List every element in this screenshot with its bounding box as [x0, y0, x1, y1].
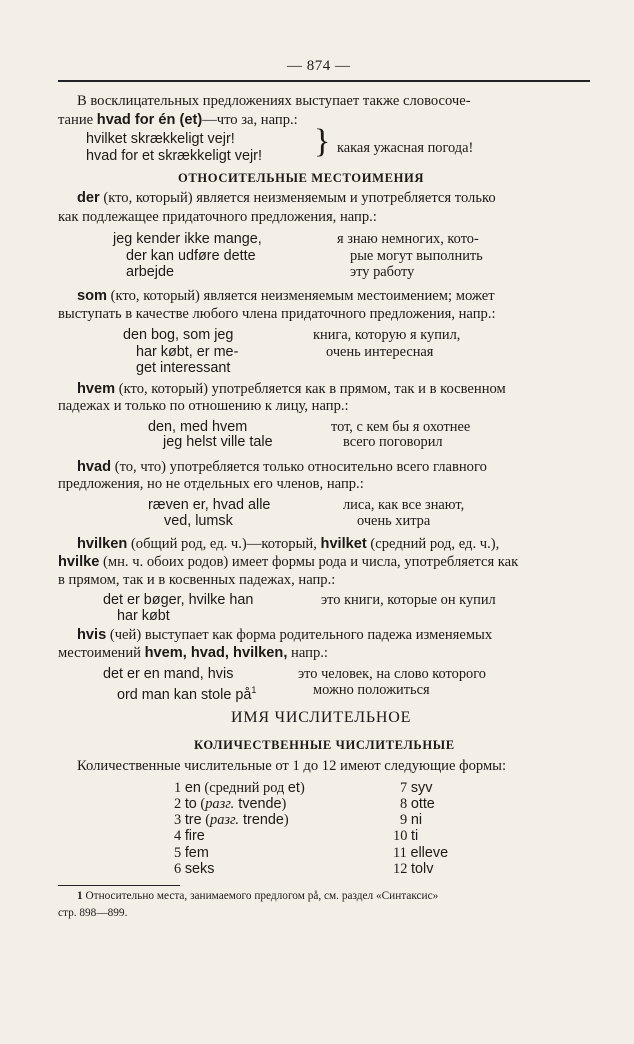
- page-number: — 874 —: [287, 58, 351, 74]
- numeral-5: 5 fem: [174, 845, 209, 861]
- footnote-line-1: 1 Относительно места, занимаемого предлогом på, см. раздел «Синтаксис»: [77, 890, 439, 902]
- hvilken-line-3: в прямом, так и в косвенных падежах, напр.:: [58, 572, 336, 588]
- hvad-example-ru-2: очень хитра: [357, 513, 431, 529]
- numeral-6: 6 seks: [174, 861, 215, 877]
- term-hvilken: hvilken: [77, 536, 128, 552]
- hvis-example-da-2: ord man kan stole $på^1$: [117, 685, 257, 703]
- som-example-ru-1: книга, которую я купил,: [313, 327, 461, 343]
- footnote-marker: 1: [251, 685, 257, 695]
- term-der: der: [77, 190, 100, 206]
- intro-line-2: тание hvad for én (et)—что за, напр.:: [58, 112, 298, 128]
- term-hvilket: hvilket: [320, 536, 367, 552]
- der-example-ru-3: эту работу: [350, 264, 415, 280]
- hvis-example-ru-1: это человек, на слово которого: [298, 666, 486, 682]
- som-example-da-1: den bog, som jeg: [123, 327, 234, 343]
- footnote-line-2: стр. 898—899.: [58, 907, 128, 919]
- term-hvem: hvem: [77, 381, 116, 397]
- hvilken-example-da-1: det er bøger, hvilke han: [103, 592, 254, 608]
- hvad-example-da-1: ræven er, hvad alle: [148, 497, 271, 513]
- numeral-10: 10 ti: [393, 828, 419, 844]
- hvem-line-2: падежах и только по отношению к лицу, напр.:: [58, 398, 349, 414]
- hvad-example-ru-1: лиса, как все знают,: [343, 497, 465, 513]
- numeral-12: 12 tolv: [393, 861, 434, 877]
- numeral-8: 8 otte: [400, 796, 435, 812]
- term-hvilke: hvilke: [58, 554, 100, 570]
- numeral-4: 4 fire: [174, 828, 205, 844]
- numeral-7: 7 syv: [400, 780, 433, 796]
- der-example-da-3: arbejde: [126, 264, 175, 280]
- hvilken-line-1: hvilken (общий род, ед. ч.)—который, hvilket (средний род, ед. ч.),: [77, 536, 500, 552]
- term-som: som: [77, 288, 108, 304]
- numerals-intro: Количественные числительные от 1 до 12 имеют следующие формы:: [77, 758, 507, 774]
- hvad-example-da-2: ved, lumsk: [164, 513, 233, 529]
- hvilken-line-2: hvilke (мн. ч. обоих родов) имеет формы рода и числа, употребляется как: [58, 554, 519, 570]
- hvad-line-2: предложения, но не отдельных его членов, напр.:: [58, 476, 364, 492]
- intro-example-da-2: hvad for et skrækkeligt vejr!: [86, 148, 262, 164]
- brace: }: [314, 123, 331, 160]
- hvem-example-da-1: den, med hvem: [148, 419, 248, 435]
- intro-example-ru: какая ужасная погода!: [337, 140, 474, 156]
- hvis-example-da-1: det er en mand, hvis: [103, 666, 234, 682]
- header-rule: [58, 80, 590, 82]
- term-hvad-for-en: hvad for én (et): [96, 112, 203, 128]
- der-example-ru-1: я знаю немногих, кото-: [337, 231, 479, 247]
- section-title-relative-pronouns: ОТНОСИТЕЛЬНЫЕ МЕСТОИМЕНИЯ: [178, 171, 425, 185]
- som-line-1: som (кто, который) является неизменяемым местоимением; может: [77, 288, 495, 304]
- hvem-example-da-2: jeg helst ville tale: [163, 434, 273, 450]
- som-example-ru-2: очень интересная: [326, 344, 434, 360]
- der-example-da-1: jeg kender ikke mange,: [113, 231, 262, 247]
- intro-example-da-1: hvilket skrækkeligt vejr!: [86, 131, 235, 147]
- numeral-9: 9 ni: [400, 812, 423, 828]
- hvis-example-ru-2: можно положиться: [313, 682, 430, 698]
- section-title-numeral: ИМЯ ЧИСЛИТЕЛЬНОЕ: [231, 709, 412, 726]
- som-example-da-2: har købt, er me-: [136, 344, 239, 360]
- hvem-example-ru-2: всего поговорил: [343, 434, 443, 450]
- numeral-11: 11 elleve: [393, 845, 449, 861]
- numeral-2: 2 to (разг. tvende): [174, 796, 287, 812]
- intro-line-1: В восклицательных предложениях выступает также словосоче-: [77, 93, 471, 109]
- hvem-example-ru-1: тот, с кем бы я охотнее: [331, 419, 471, 435]
- footnote-rule: [58, 885, 180, 886]
- hvis-line-2: местоимений hvem, hvad, hvilken, напр.:: [58, 645, 328, 661]
- der-line-1: der (кто, который) является неизменяемым и употребляется только: [77, 190, 496, 206]
- hvad-line-1: hvad (то, что) употребляется только относительно всего главного: [77, 459, 487, 475]
- der-example-ru-2: рые могут выполнить: [350, 248, 483, 264]
- numeral-3: 3 tre (разг. trende): [174, 812, 289, 828]
- hvilken-example-da-2: har købt: [117, 608, 170, 624]
- som-example-da-3: get interessant: [136, 360, 231, 376]
- hvilken-example-ru: это книги, которые он купил: [321, 592, 496, 608]
- term-hvem-hvad-hvilken: hvem, hvad, hvilken,: [144, 645, 288, 661]
- hvis-line-1: hvis (чей) выступает как форма родительного падежа изменяемых: [77, 627, 493, 643]
- term-hvad: hvad: [77, 459, 112, 475]
- section-subtitle-cardinal: КОЛИЧЕСТВЕННЫЕ ЧИСЛИТЕЛЬНЫЕ: [194, 738, 455, 752]
- hvem-line-1: hvem (кто, который) употребляется как в прямом, так и в косвенном: [77, 381, 506, 397]
- som-line-2: выступать в качестве любого члена придаточного предложения, напр.:: [58, 306, 496, 322]
- term-hvis: hvis: [77, 627, 107, 643]
- numeral-1: 1 en (средний род et): [174, 780, 305, 796]
- der-example-da-2: der kan udføre dette: [126, 248, 256, 264]
- der-line-2: как подлежащее придаточного предложения, напр.:: [58, 209, 377, 225]
